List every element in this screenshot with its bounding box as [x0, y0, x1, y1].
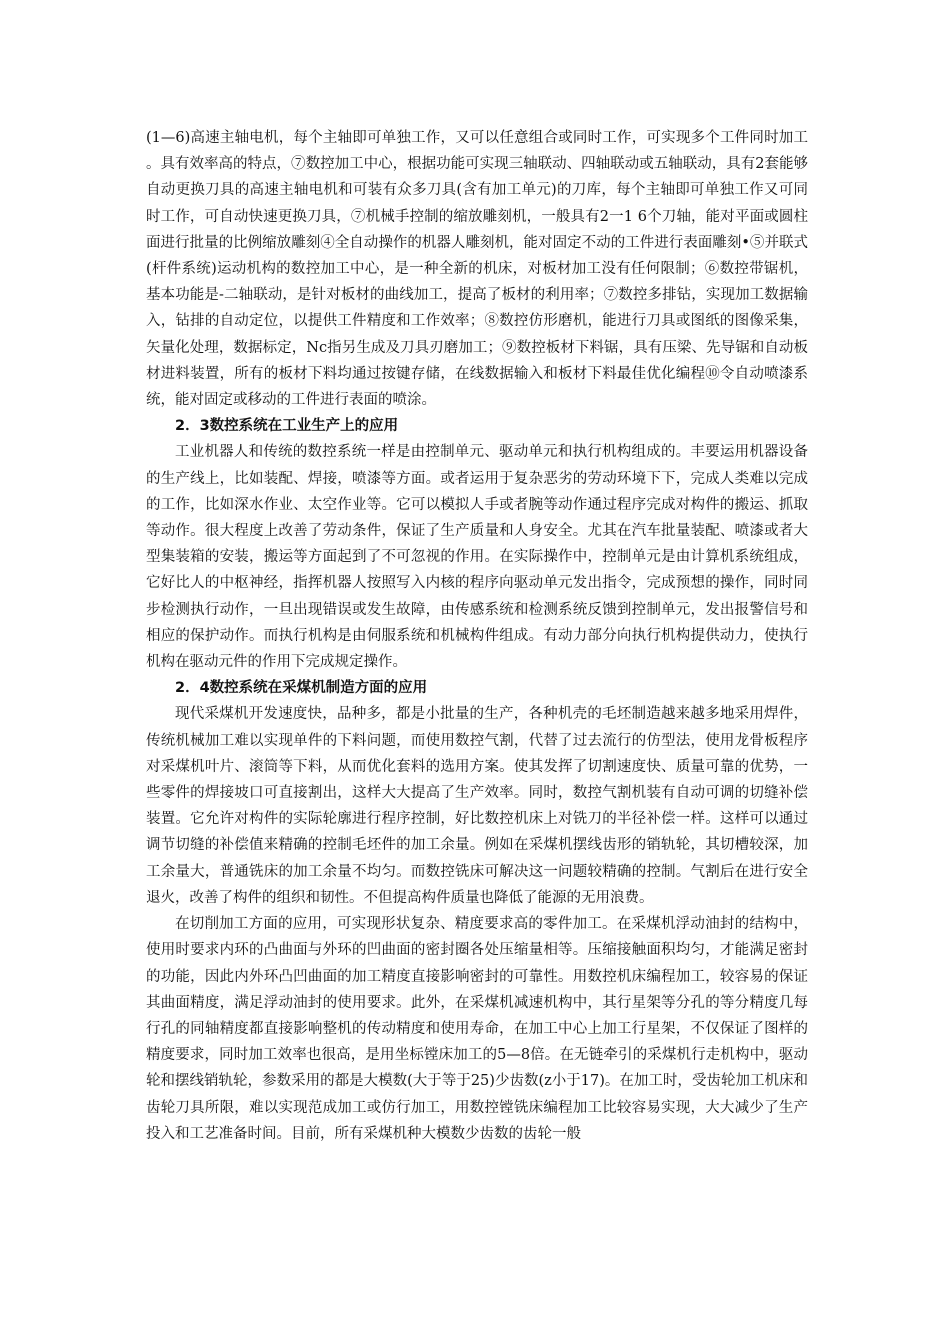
section-heading-2-4: 2．4数控系统在采煤机制造方面的应用 [175, 680, 428, 697]
paragraph-cnc-cutting: 现代采煤机开发速度快，品种多，都是小批量的生产，各种机壳的毛坯制造越来越多地采用焊件，传统机械加工难以实现单件的下料问题，而使用数控气割，代替了过去流行的仿型法，使用龙骨板程序对采煤机叶片、滚筒等下料，从而优化套料的选用方案。使其发挥了切割速度快、质量可靠的优势，一些零件的焊接坡口可直接割出，这样大大提高了生产效率。同时，数控气割机装有自动可调的切缝补偿装置。它允许对构件的实际轮廓进行程序控制，好比数控机床上对铣刀的半径补偿一样。这样可以通过调节切缝的补偿值来精确的控制毛坯件的加工余量。例如在采煤机摆线齿形的销轨轮，其切槽较深，加工余量大，普通铣床的加工余量不均匀。而数控铣床可解决这一问题较精确的控制。气割后在进行安全退火，改善了构件的组织和韧性。不但提高构件质量也降低了能源的无用浪费。 [146, 706, 808, 906]
document-page [146, 125, 808, 1147]
paragraph-machining-applications: 在切削加工方面的应用，可实现形状复杂、精度要求高的零件加工。在采煤机浮动油封的结构中，使用时要求内环的凸曲面与外环的凹曲面的密封圈各处压缩量相等。压缩接触面积均匀，才能满足密封的功能，因此内外环凸凹曲面的加工精度直接影响密封的可靠性。用数控机床编程加工，较容易的保证其曲面精度，满足浮动油封的使用要求。此外，在采煤机减速机构中，其行星架等分孔的等分精度几每行孔的同轴精度都直接影响整机的传动精度和使用寿命，在加工中心上加工行星架，不仅保证了图样的精度要求，同时加工效率也很高，是用坐标镗床加工的5—8倍。在无链牵引的采煤机行走机构中，驱动轮和摆线销轨轮，参数采用的都是大模数(大于等于25)少齿数(z小于17)。在加工时，受齿轮加工机床和齿轮刀具所限，难以实现范成加工或仿行加工，用数控镗铣床编程加工比较容易实现，大大减少了生产投入和工艺准备时间。目前，所有采煤机种大模数少齿数的齿轮一般 [146, 916, 808, 1142]
paragraph-cnc-machine-types: (1—6)高速主轴电机，每个主轴即可单独工作，又可以任意组合或同时工作，可实现多个工件同时加工。具有效率高的特点，⑦数控加工中心，根据功能可实现三轴联动、四轴联动或五轴联动，具有2套能够自动更换刀具的高速主轴电机和可装有众多刀具(含有加工单元)的刀库，每个主轴即可单独工作又可同时工作，可自动快速更换刀具，⑦机械手控制的缩放雕刻机，一般具有2一1 6个刀轴，能对平面或圆柱面进行批量的比例缩放雕刻④全自动操作的机器人雕刻机，能对固定不动的工件进行表面雕刻•⑤并联式(杆件系统)运动机构的数控加工中心，是一种全新的机床，对板材加工没有任何限制；⑥数控带锯机，基本功能是-二轴联动，是针对板材的曲线加工，提高了板材的利用率；⑦数控多排钻，实现加工数据输入，钻排的自动定位，以提供工件精度和工作效率；⑧数控仿形磨机，能进行刀具或图纸的图像采集，矢量化处理，数据标定，Nc指另生成及刀具刃磨加工；⑨数控板材下料锯，具有压梁、先导锯和自动板材进料装置，所有的板材下料均通过按键存储，在线数据输入和板材下料最佳优化编程⑩令自动喷漆系统，能对固定或移动的工件进行表面的喷涂。 [146, 130, 808, 409]
section-heading-2-3: 2．3数控系统在工业生产上的应用 [175, 418, 399, 435]
paragraph-industrial-robots: 工业机器人和传统的数控系统一样是由控制单元、驱动单元和执行机构组成的。丰要运用机器设备的生产线上，比如装配、焊接，喷漆等方面。或者运用于复杂恶劣的劳动环境下下，完成人类难以完成的工作，比如深水作业、太空作业等。它可以模拟人手或者腕等动作通过程序完成对构件的搬运、抓取等动作。很大程度上改善了劳动条件，保证了生产质量和人身安全。尤其在汽车批量装配、喷漆或者大型集装箱的安装，搬运等方面起到了不可忽视的作用。在实际操作中，控制单元是由计算机系统组成，它好比人的中枢神经，指挥机器人按照写入内核的程序向驱动单元发出指令，完成预想的操作，同时同步检测执行动作，一旦出现错误或发生故障，由传感系统和检测系统反馈到控制单元，发出报警信号和相应的保护动作。而执行机构是由伺服系统和机械构件组成。有动力部分向执行机构提供动力，使执行机构在驱动元件的作用下完成规定操作。 [146, 444, 808, 671]
